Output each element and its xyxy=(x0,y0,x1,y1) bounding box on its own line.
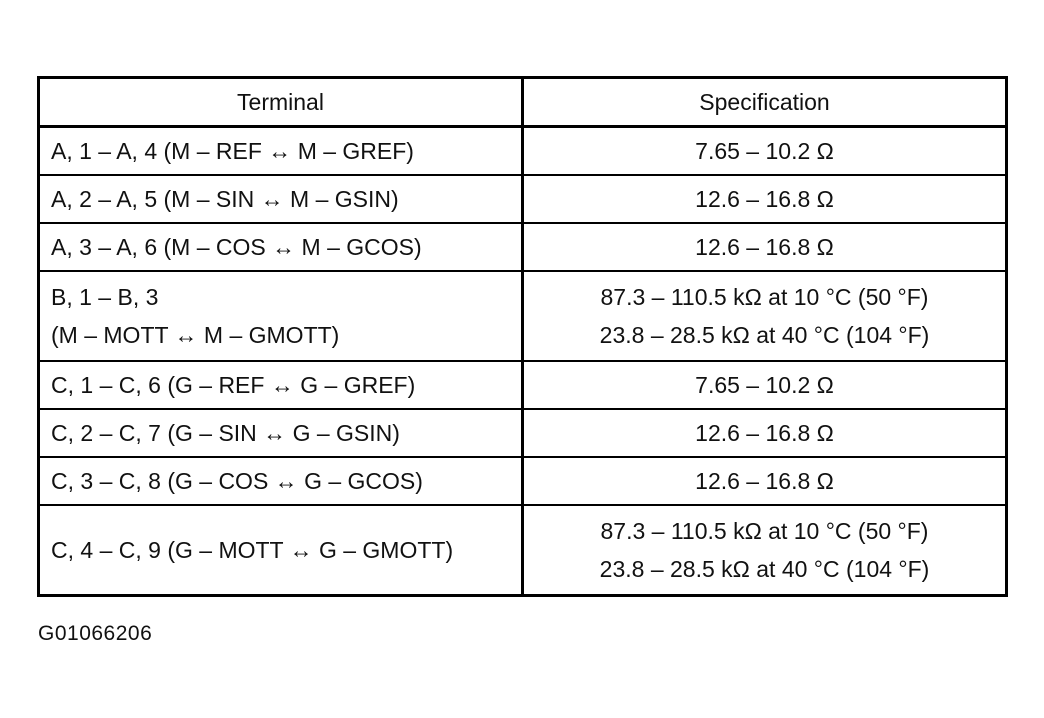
specification-cell xyxy=(523,361,1007,409)
table-row xyxy=(39,361,1007,409)
specification-text: 12.6 – 16.8 Ω xyxy=(695,468,834,494)
terminal-cell xyxy=(39,361,523,409)
terminal-cell xyxy=(39,457,523,505)
terminal-text: C, 1 – C, 6 (G – REF ↔ G – GREF) xyxy=(51,372,416,398)
table-header xyxy=(39,78,1007,127)
specification-cell xyxy=(523,457,1007,505)
specification-cell xyxy=(523,271,1007,361)
specification-text: 87.3 – 110.5 kΩ at 10 °C (50 °F) xyxy=(600,518,929,544)
terminal-text: B, 1 – B, 3 xyxy=(51,284,159,310)
specification-text: 23.8 – 28.5 kΩ at 40 °C (104 °F) xyxy=(599,556,930,582)
specification-text: 12.6 – 16.8 Ω xyxy=(695,186,834,212)
specification-cell xyxy=(523,505,1007,596)
terminal-text: C, 4 – C, 9 (G – MOTT ↔ G – GMOTT) xyxy=(51,537,454,563)
terminal-text: A, 1 – A, 4 (M – REF ↔ M – GREF) xyxy=(51,138,414,164)
specification-text: 7.65 – 10.2 Ω xyxy=(695,138,834,164)
table-row xyxy=(39,409,1007,457)
specification-text: 23.8 – 28.5 kΩ at 40 °C (104 °F) xyxy=(599,322,930,348)
header-row xyxy=(39,78,1007,127)
table-row xyxy=(39,175,1007,223)
terminal-text: C, 3 – C, 8 (G – COS ↔ G – GCOS) xyxy=(51,468,423,494)
terminal-text: (M – MOTT ↔ M – GMOTT) xyxy=(51,322,340,348)
specification-cell xyxy=(523,175,1007,223)
resistance-spec-table xyxy=(37,76,1008,597)
specification-text: 7.65 – 10.2 Ω xyxy=(695,372,834,398)
terminal-cell xyxy=(39,505,523,596)
specification-cell xyxy=(523,127,1007,176)
table-row xyxy=(39,271,1007,361)
terminal-cell xyxy=(39,271,523,361)
table-row xyxy=(39,127,1007,176)
terminal-text: A, 3 – A, 6 (M – COS ↔ M – GCOS) xyxy=(51,234,422,260)
terminal-cell xyxy=(39,223,523,271)
table-body xyxy=(39,127,1007,596)
specification-text: 12.6 – 16.8 Ω xyxy=(695,420,834,446)
table-row xyxy=(39,223,1007,271)
terminal-cell xyxy=(39,409,523,457)
specification-text: 87.3 – 110.5 kΩ at 10 °C (50 °F) xyxy=(600,284,929,310)
specification-cell xyxy=(523,223,1007,271)
column-header-specification: Specification xyxy=(523,78,1007,127)
terminal-text: A, 2 – A, 5 (M – SIN ↔ M – GSIN) xyxy=(51,186,399,212)
column-header-terminal: Terminal xyxy=(39,78,523,127)
table-row xyxy=(39,457,1007,505)
specification-text: 12.6 – 16.8 Ω xyxy=(695,234,834,260)
terminal-cell xyxy=(39,175,523,223)
figure-id-label: G01066206 xyxy=(38,622,153,645)
table-row xyxy=(39,505,1007,596)
terminal-text: C, 2 – C, 7 (G – SIN ↔ G – GSIN) xyxy=(51,420,400,446)
specification-cell xyxy=(523,409,1007,457)
terminal-cell xyxy=(39,127,523,176)
